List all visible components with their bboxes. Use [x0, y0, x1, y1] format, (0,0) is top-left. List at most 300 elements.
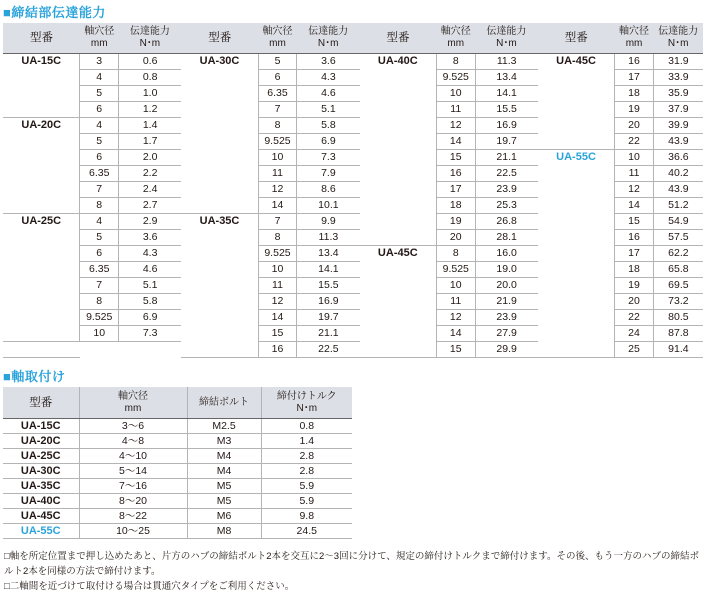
bore-cell: 12: [437, 118, 475, 134]
capacity-cell: 4.6: [297, 86, 360, 102]
capacity-cell: 54.9: [653, 214, 703, 230]
model-cell: [181, 134, 258, 150]
table-row: [3, 310, 703, 326]
bore-cell: 16: [437, 166, 475, 182]
model-cell: [360, 102, 437, 118]
bore-cell: 16: [615, 54, 653, 70]
bore-cell: 8: [437, 246, 475, 262]
torque-cell: 24.5: [261, 524, 352, 539]
bore-cell: 17: [615, 70, 653, 86]
model-label: UA-25C: [21, 215, 62, 227]
capacity-cell: 33.9: [653, 70, 703, 86]
model-cell: [360, 198, 437, 214]
capacity-cell: 21.9: [475, 294, 538, 310]
table-row: [3, 342, 703, 358]
capacity-cell: 11.3: [475, 54, 538, 70]
bore-cell: 6: [80, 150, 118, 166]
empty-cell: [80, 342, 118, 358]
col-header-model: 型番: [538, 23, 615, 54]
capacity-cell: 29.9: [475, 342, 538, 358]
model-cell: [3, 150, 80, 166]
capacity-cell: 2.7: [118, 198, 181, 214]
col-header-model: 型番: [3, 387, 79, 419]
table-row: [3, 198, 703, 214]
bore-cell: 17: [615, 246, 653, 262]
model-cell: [538, 230, 615, 246]
transmission-capacity-table: [3, 23, 703, 358]
capacity-cell: 51.2: [653, 198, 703, 214]
notes: [4, 549, 705, 594]
capacity-cell: 1.7: [118, 134, 181, 150]
bore-range-cell: 4～8: [79, 434, 187, 449]
note-1: □軸を所定位置まで押し込めたあと、片方のハブの締結ボルト2本を交互に2～3回に分けて、規定の締付けトルクまで締付けます。その後、もう一方のハブの締結ボルト2本を同様の方法で締付けます。: [4, 551, 699, 577]
capacity-cell: 1.0: [118, 86, 181, 102]
model-label: UA-15C: [3, 419, 79, 434]
model-cell: [3, 278, 80, 294]
bore-cell: 17: [437, 182, 475, 198]
model-cell: [538, 182, 615, 198]
table-row: [3, 102, 703, 118]
bore-cell: 9.525: [80, 310, 118, 326]
table-row: [3, 246, 703, 262]
capacity-cell: 25.3: [475, 198, 538, 214]
bore-cell: 11: [615, 166, 653, 182]
bore-cell: 15: [437, 342, 475, 358]
bore-range-cell: 3～6: [79, 419, 187, 434]
capacity-cell: 6.9: [118, 310, 181, 326]
bore-cell: 25: [615, 342, 653, 358]
capacity-cell: 19.7: [297, 310, 360, 326]
model-label: UA-25C: [3, 449, 79, 464]
torque-cell: 5.9: [261, 479, 352, 494]
bolt-cell: M8: [187, 524, 261, 539]
model-cell: [360, 86, 437, 102]
model-cell: [181, 342, 258, 358]
model-label: UA-35C: [3, 479, 79, 494]
bore-cell: 19: [615, 102, 653, 118]
model-cell: [181, 230, 258, 246]
capacity-cell: 11.3: [297, 230, 360, 246]
capacity-cell: 7.3: [297, 150, 360, 166]
model-cell: [181, 326, 258, 342]
model-label: UA-45C: [3, 509, 79, 524]
model-cell: [538, 214, 615, 230]
model-cell: [538, 86, 615, 102]
capacity-cell: 19.0: [475, 262, 538, 278]
bore-cell: 10: [258, 262, 296, 278]
model-cell: [360, 262, 437, 278]
model-cell: [3, 230, 80, 246]
model-cell: [3, 86, 80, 102]
table-row: [3, 182, 703, 198]
capacity-cell: 37.9: [653, 102, 703, 118]
table-row: [3, 118, 703, 134]
model-cell: [181, 166, 258, 182]
capacity-cell: 3.6: [118, 230, 181, 246]
bore-cell: 6.35: [258, 86, 296, 102]
model-label: UA-45C: [377, 247, 418, 259]
bore-cell: 12: [615, 182, 653, 198]
capacity-cell: 20.0: [475, 278, 538, 294]
bore-cell: 14: [258, 198, 296, 214]
bore-cell: 7: [258, 102, 296, 118]
model-cell: [538, 118, 615, 134]
capacity-cell: 7.9: [297, 166, 360, 182]
section-title-transmission: ■締結部伝達能力: [3, 5, 106, 20]
capacity-cell: 27.9: [475, 326, 538, 342]
model-cell: [3, 198, 80, 214]
bore-cell: 12: [258, 182, 296, 198]
bolt-cell: M3: [187, 434, 261, 449]
table-row: [3, 166, 703, 182]
capacity-cell: 26.8: [475, 214, 538, 230]
capacity-cell: 73.2: [653, 294, 703, 310]
bore-cell: 6.35: [80, 262, 118, 278]
section-title-shaft-mounting: ■軸取付け: [3, 369, 66, 384]
capacity-cell: 43.9: [653, 134, 703, 150]
bolt-cell: M5: [187, 494, 261, 509]
bore-cell: 10: [80, 326, 118, 342]
capacity-cell: 87.8: [653, 326, 703, 342]
capacity-cell: 5.1: [118, 278, 181, 294]
table-row: [3, 230, 703, 246]
bore-range-cell: 10～25: [79, 524, 187, 539]
bore-cell: 15: [437, 150, 475, 166]
model-cell: [3, 246, 80, 262]
capacity-cell: 28.1: [475, 230, 538, 246]
model-cell: [3, 182, 80, 198]
bore-cell: 14: [615, 198, 653, 214]
capacity-cell: 6.9: [297, 134, 360, 150]
capacity-cell: 35.9: [653, 86, 703, 102]
capacity-cell: 7.3: [118, 326, 181, 342]
model-cell: [538, 262, 615, 278]
bore-cell: 8: [80, 198, 118, 214]
bore-cell: 9.525: [258, 134, 296, 150]
table-row: [3, 70, 703, 86]
bore-cell: 8: [258, 118, 296, 134]
bore-cell: 5: [80, 134, 118, 150]
capacity-cell: 80.5: [653, 310, 703, 326]
model-cell: [538, 326, 615, 342]
capacity-cell: 2.4: [118, 182, 181, 198]
model-cell: [181, 278, 258, 294]
bore-cell: 10: [615, 150, 653, 166]
col-header-bore: 軸穴径 mm: [615, 23, 653, 54]
bore-cell: 9.525: [437, 262, 475, 278]
model-label: UA-55C: [3, 524, 79, 539]
shaft-mounting-table: [3, 387, 352, 539]
capacity-cell: 22.5: [297, 342, 360, 358]
torque-cell: 5.9: [261, 494, 352, 509]
bore-cell: 7: [80, 278, 118, 294]
table-row: [3, 214, 703, 230]
col-header-model: 型番: [3, 23, 80, 54]
capacity-cell: 2.2: [118, 166, 181, 182]
capacity-cell: 14.1: [297, 262, 360, 278]
table-row: [3, 434, 352, 449]
bore-cell: 20: [437, 230, 475, 246]
model-cell: [538, 102, 615, 118]
col-header-model: 型番: [360, 23, 437, 54]
capacity-cell: 8.6: [297, 182, 360, 198]
bore-cell: 8: [80, 294, 118, 310]
bore-cell: 6: [80, 246, 118, 262]
capacity-cell: 4.3: [118, 246, 181, 262]
model-cell: [181, 294, 258, 310]
capacity-cell: 91.4: [653, 342, 703, 358]
empty-cell: [118, 342, 181, 358]
table-row: [3, 494, 352, 509]
col-header-capacity: 伝達能力 N･m: [653, 23, 703, 54]
capacity-cell: 31.9: [653, 54, 703, 70]
capacity-cell: 23.9: [475, 310, 538, 326]
model-cell: [181, 246, 258, 262]
model-cell: [538, 246, 615, 262]
table-row: [3, 524, 352, 539]
model-cell: [181, 86, 258, 102]
capacity-cell: 19.7: [475, 134, 538, 150]
bore-cell: 5: [258, 54, 296, 70]
model-cell: [360, 214, 437, 230]
bore-cell: 3: [80, 54, 118, 70]
model-cell: [360, 326, 437, 342]
capacity-cell: 10.1: [297, 198, 360, 214]
model-cell: [181, 150, 258, 166]
model-cell: [360, 134, 437, 150]
capacity-cell: 0.8: [118, 70, 181, 86]
bore-cell: 18: [437, 198, 475, 214]
bore-cell: 22: [615, 134, 653, 150]
bore-cell: 19: [437, 214, 475, 230]
empty-cell: [3, 342, 80, 358]
bore-cell: 18: [615, 86, 653, 102]
bore-cell: 12: [258, 294, 296, 310]
bore-cell: 20: [615, 118, 653, 134]
capacity-cell: 57.5: [653, 230, 703, 246]
capacity-cell: 0.6: [118, 54, 181, 70]
capacity-cell: 2.0: [118, 150, 181, 166]
model-label: UA-20C: [3, 434, 79, 449]
col-header-bore: 軸穴径 mm: [79, 387, 187, 419]
capacity-cell: 40.2: [653, 166, 703, 182]
col-header-bore: 軸穴径 mm: [80, 23, 118, 54]
torque-cell: 0.8: [261, 419, 352, 434]
col-header-model: 型番: [181, 23, 258, 54]
bore-cell: 20: [615, 294, 653, 310]
capacity-cell: 3.6: [297, 54, 360, 70]
torque-cell: 9.8: [261, 509, 352, 524]
bore-cell: 14: [437, 326, 475, 342]
col-header-bore: 軸穴径 mm: [258, 23, 296, 54]
model-label: UA-40C: [3, 494, 79, 509]
capacity-cell: 21.1: [475, 150, 538, 166]
model-cell: [3, 102, 80, 118]
col-header-capacity: 伝達能力 N･m: [475, 23, 538, 54]
col-header-torque: 締付けトルク N･m: [261, 387, 352, 419]
table-row: [3, 449, 352, 464]
bolt-cell: M2.5: [187, 419, 261, 434]
capacity-cell: 15.5: [297, 278, 360, 294]
model-cell: [538, 198, 615, 214]
capacity-cell: 39.9: [653, 118, 703, 134]
table-row: [3, 479, 352, 494]
model-cell: [538, 166, 615, 182]
model-cell: [538, 294, 615, 310]
bore-cell: 4: [80, 118, 118, 134]
capacity-cell: 21.1: [297, 326, 360, 342]
model-cell: [360, 70, 437, 86]
capacity-cell: 5.1: [297, 102, 360, 118]
bore-cell: 9.525: [437, 70, 475, 86]
table-row: [3, 262, 703, 278]
bore-cell: 6: [80, 102, 118, 118]
model-cell: [3, 326, 80, 342]
model-cell: [3, 134, 80, 150]
model-cell: [538, 70, 615, 86]
capacity-cell: 16.9: [297, 294, 360, 310]
bore-cell: 14: [437, 134, 475, 150]
col-header-capacity: 伝達能力 N･m: [297, 23, 360, 54]
bore-cell: 8: [258, 230, 296, 246]
bore-range-cell: 8～22: [79, 509, 187, 524]
bore-cell: 15: [615, 214, 653, 230]
bore-cell: 16: [615, 230, 653, 246]
capacity-cell: 65.8: [653, 262, 703, 278]
model-cell: [360, 278, 437, 294]
bore-cell: 4: [80, 70, 118, 86]
capacity-cell: 1.4: [118, 118, 181, 134]
table-row: [3, 294, 703, 310]
col-header-bore: 軸穴径 mm: [437, 23, 475, 54]
model-label: UA-30C: [3, 464, 79, 479]
model-label: UA-55C: [556, 151, 596, 163]
table-row: [3, 509, 352, 524]
model-cell: [538, 310, 615, 326]
torque-cell: 2.8: [261, 464, 352, 479]
capacity-cell: 69.5: [653, 278, 703, 294]
bore-cell: 8: [437, 54, 475, 70]
bore-cell: 12: [437, 310, 475, 326]
table-row: [3, 419, 352, 434]
capacity-cell: 13.4: [475, 70, 538, 86]
table-row: [3, 86, 703, 102]
model-label: UA-30C: [199, 55, 240, 67]
model-cell: [360, 230, 437, 246]
model-cell: [3, 310, 80, 326]
model-label: UA-15C: [21, 55, 62, 67]
bore-cell: 6.35: [80, 166, 118, 182]
model-cell: [181, 310, 258, 326]
bore-cell: 5: [80, 230, 118, 246]
bore-cell: 15: [258, 326, 296, 342]
capacity-cell: 14.1: [475, 86, 538, 102]
bore-cell: 19: [615, 278, 653, 294]
model-cell: [181, 198, 258, 214]
capacity-cell: 22.5: [475, 166, 538, 182]
model-cell: [181, 262, 258, 278]
bolt-cell: M6: [187, 509, 261, 524]
torque-cell: 1.4: [261, 434, 352, 449]
model-cell: [181, 70, 258, 86]
table-row: [3, 278, 703, 294]
table-row: [3, 150, 703, 166]
bore-cell: 10: [437, 86, 475, 102]
bore-cell: 11: [258, 278, 296, 294]
bolt-cell: M5: [187, 479, 261, 494]
model-cell: [3, 70, 80, 86]
table-row: [3, 326, 703, 342]
torque-cell: 2.8: [261, 449, 352, 464]
model-cell: [3, 166, 80, 182]
table-row: [3, 464, 352, 479]
model-cell: [181, 102, 258, 118]
bore-cell: 10: [437, 278, 475, 294]
model-cell: [538, 134, 615, 150]
model-cell: [3, 294, 80, 310]
note-2: □二軸間を近づけて取付ける場合は貫通穴タイプをご利用ください。: [4, 581, 295, 592]
col-header-bolt: 締結ボルト: [187, 387, 261, 419]
capacity-cell: 15.5: [475, 102, 538, 118]
capacity-cell: 62.2: [653, 246, 703, 262]
bore-cell: 16: [258, 342, 296, 358]
bore-cell: 4: [80, 214, 118, 230]
capacity-cell: 16.0: [475, 246, 538, 262]
bore-range-cell: 5～14: [79, 464, 187, 479]
capacity-cell: 23.9: [475, 182, 538, 198]
bore-cell: 22: [615, 310, 653, 326]
bore-range-cell: 8～20: [79, 494, 187, 509]
bore-cell: 14: [258, 310, 296, 326]
bore-cell: 11: [437, 294, 475, 310]
model-cell: [360, 342, 437, 358]
capacity-cell: 1.2: [118, 102, 181, 118]
model-cell: [360, 182, 437, 198]
model-cell: [360, 150, 437, 166]
capacity-cell: 43.9: [653, 182, 703, 198]
bolt-cell: M4: [187, 449, 261, 464]
bore-cell: 11: [258, 166, 296, 182]
capacity-cell: 36.6: [653, 150, 703, 166]
model-cell: [538, 342, 615, 358]
capacity-cell: 9.9: [297, 214, 360, 230]
model-label: UA-40C: [377, 55, 418, 67]
bore-cell: 6: [258, 70, 296, 86]
bore-cell: 24: [615, 326, 653, 342]
bore-cell: 7: [258, 214, 296, 230]
model-cell: [360, 294, 437, 310]
model-label: UA-20C: [21, 119, 62, 131]
capacity-cell: 4.3: [297, 70, 360, 86]
col-header-capacity: 伝達能力 N･m: [118, 23, 181, 54]
model-cell: [360, 118, 437, 134]
capacity-cell: 13.4: [297, 246, 360, 262]
bore-range-cell: 4～10: [79, 449, 187, 464]
model-cell: [360, 310, 437, 326]
bore-cell: 7: [80, 182, 118, 198]
model-label: UA-35C: [199, 215, 240, 227]
model-cell: [360, 166, 437, 182]
capacity-cell: 2.9: [118, 214, 181, 230]
capacity-cell: 4.6: [118, 262, 181, 278]
bolt-cell: M4: [187, 464, 261, 479]
model-cell: [181, 118, 258, 134]
model-cell: [538, 278, 615, 294]
model-cell: [3, 262, 80, 278]
bore-range-cell: 7～16: [79, 479, 187, 494]
capacity-cell: 5.8: [118, 294, 181, 310]
table-row: [3, 134, 703, 150]
